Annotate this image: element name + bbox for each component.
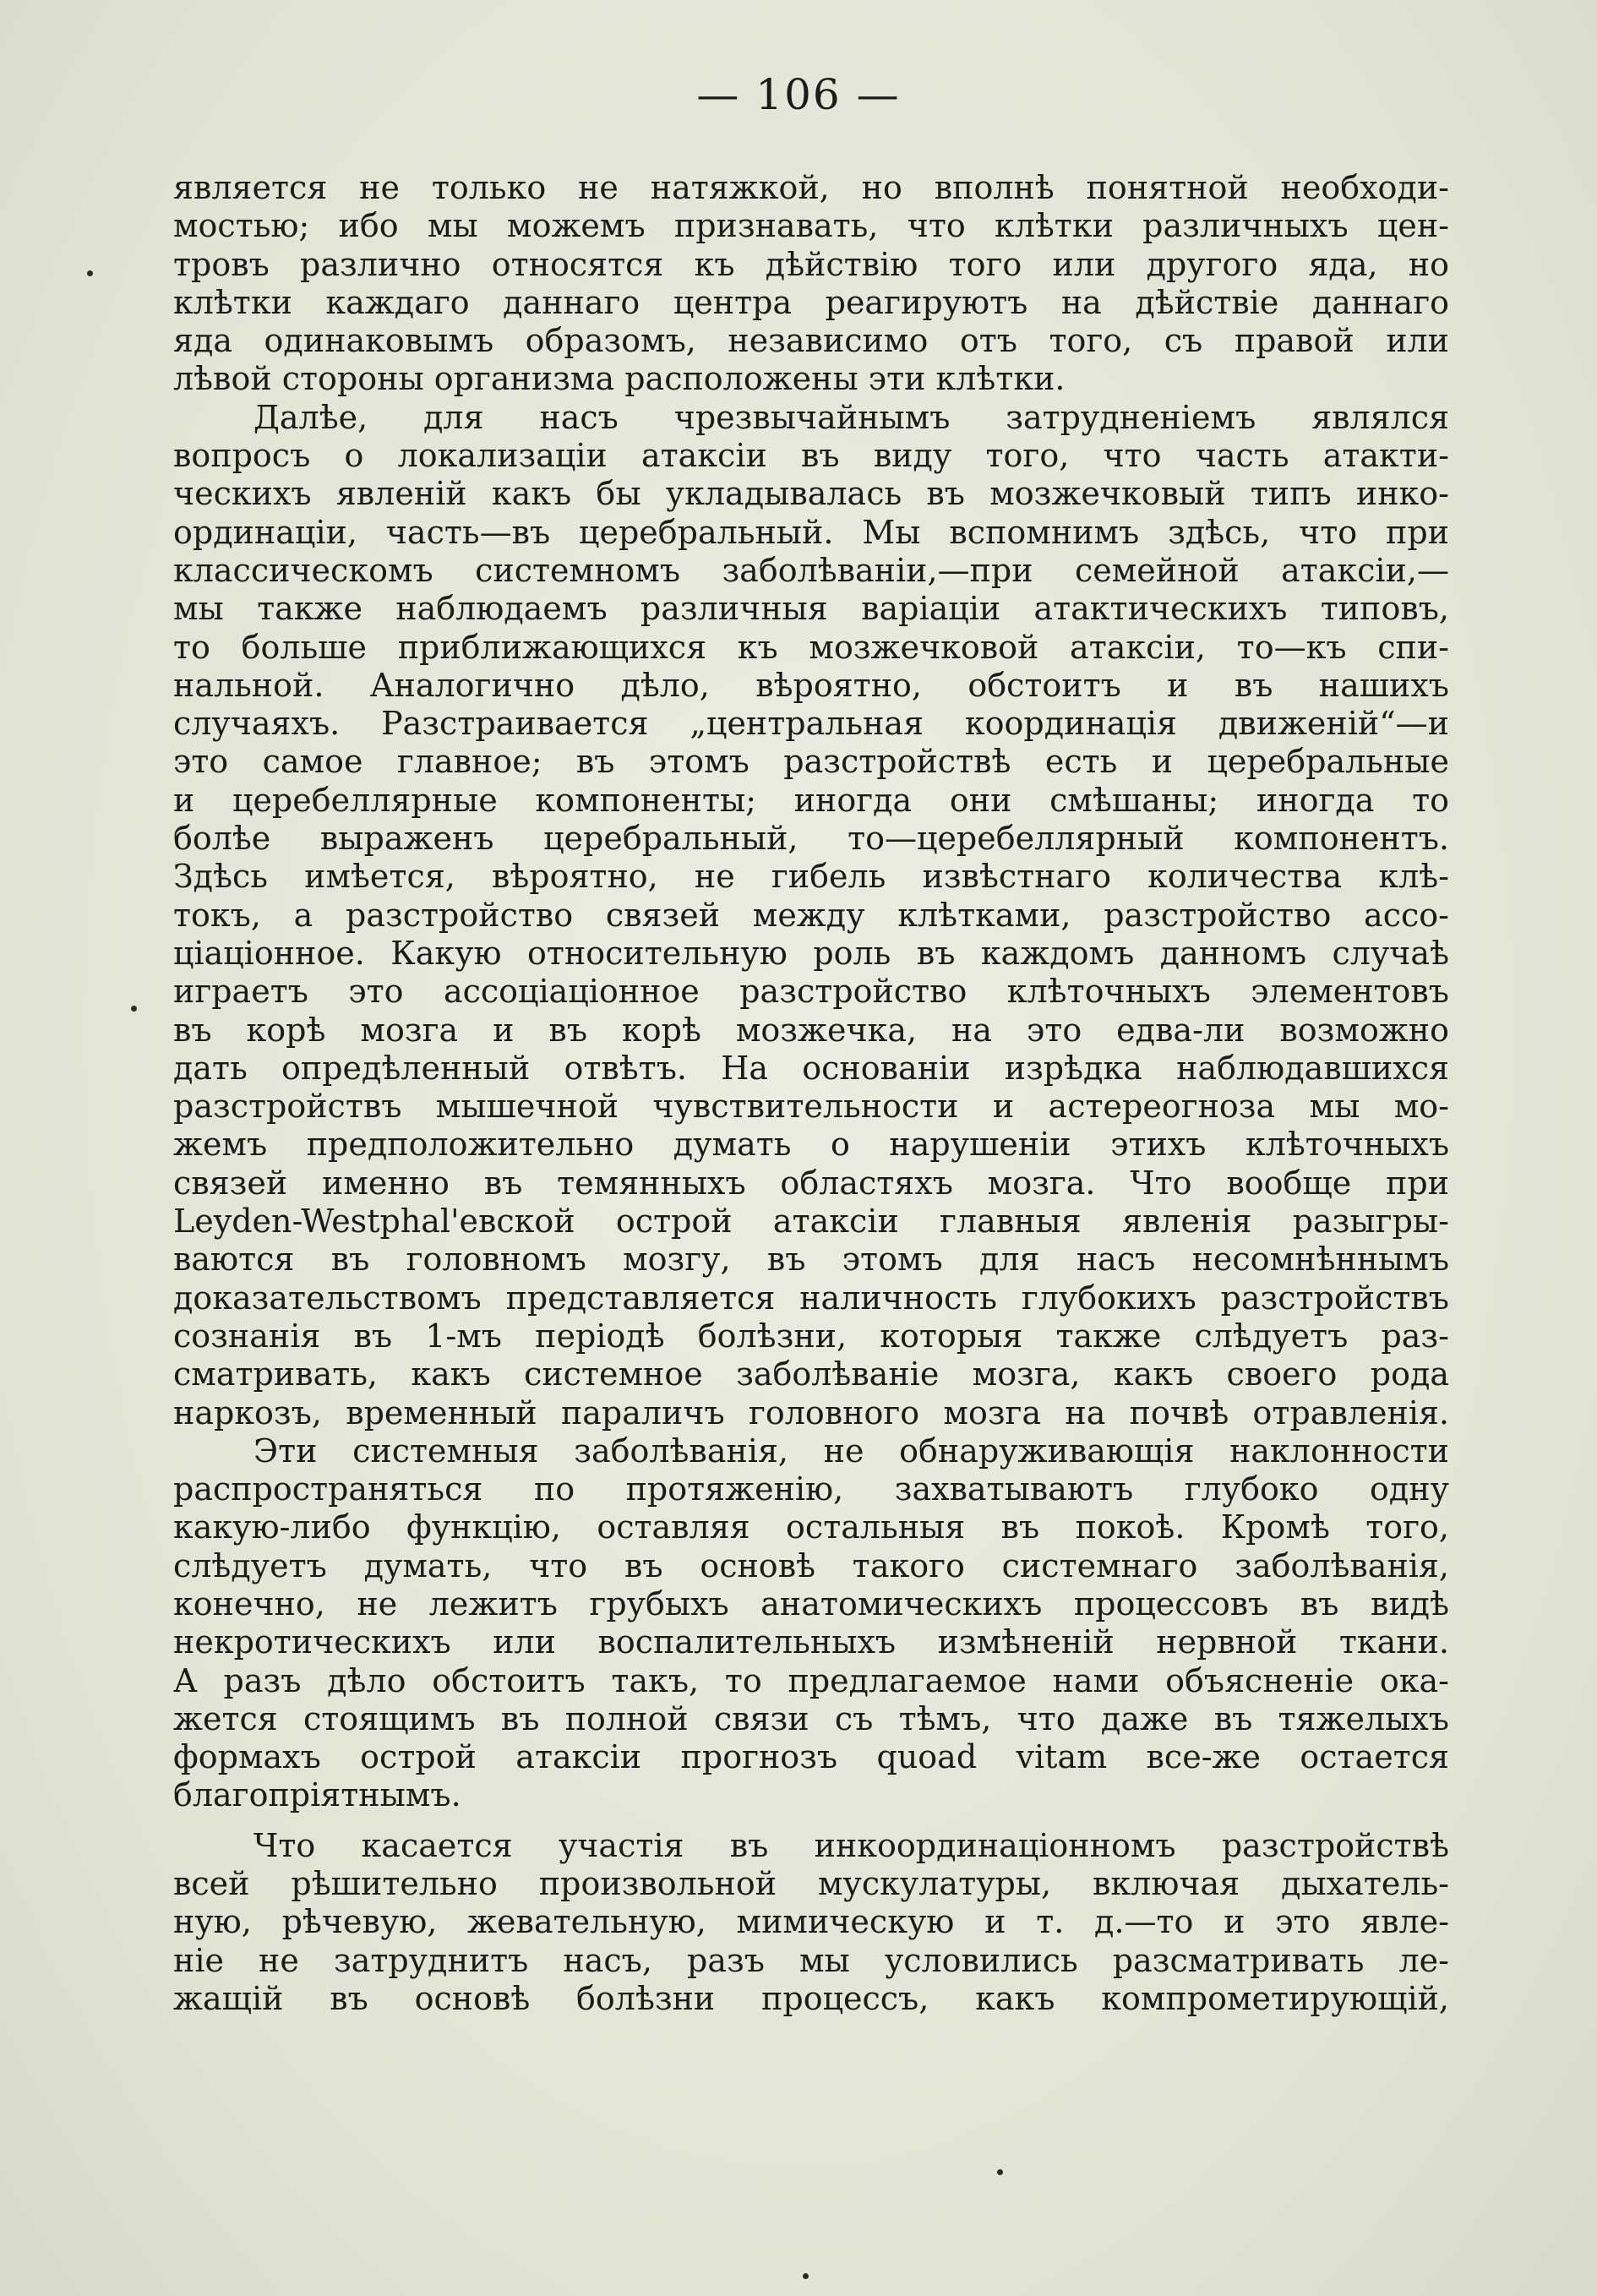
text-line: играетъ это ассоціаціонное разстройство клѣточныхъ элементовъ (173, 973, 1449, 1011)
paragraph-3 (173, 1432, 1449, 1815)
page-number: — 106 — (696, 70, 901, 119)
text-line: формахъ острой атаксіи прогнозъ quoad vitam все-же остается (173, 1738, 1449, 1776)
text-line: распространяться по протяженію, захватываютъ глубоко одну (173, 1470, 1449, 1508)
text-line: это самое главное; въ этомъ разстройствѣ есть и церебральные (173, 743, 1449, 781)
text-line: слѣдуетъ думать, что въ основѣ такого системнаго заболѣванія, (173, 1546, 1449, 1584)
text-line: токъ, а разстройство связей между клѣтками, разстройство ассо- (173, 896, 1449, 934)
text-line: въ корѣ мозга и въ корѣ мозжечка, на это едва-ли возможно (173, 1011, 1449, 1049)
text-line: Что касается участія въ инкоординаціонномъ разстройствѣ (253, 1826, 1449, 1864)
ink-speck (87, 270, 93, 276)
text-line: связей именно въ темянныхъ областяхъ мозга. Что вообще при (173, 1164, 1449, 1202)
text-line: жемъ предположительно думать о нарушеніи этихъ клѣточныхъ (173, 1126, 1449, 1164)
paragraph-4 (173, 1827, 1449, 2018)
text-line: А разъ дѣло обстоитъ такъ, то предлагаемое нами объясненіе ока- (173, 1661, 1449, 1699)
text-line: вопросъ о локализаціи атаксіи въ виду того, что часть атакти- (173, 437, 1449, 475)
ink-speck (997, 2169, 1003, 2175)
text-line: ную, рѣчевую, жевательную, мимическую и т. д.—то и это явле- (173, 1903, 1449, 1941)
text-line: жащій въ основѣ болѣзни процессъ, какъ компрометирующій, (173, 1979, 1449, 2017)
text-line: Здѣсь имѣется, вѣроятно, не гибель извѣстнаго количества клѣ- (173, 858, 1449, 896)
text-line: болѣе выраженъ церебральный, то—церебеллярный компонентъ. (173, 820, 1449, 858)
paragraph-gap (173, 1815, 1449, 1827)
text-line: наркозъ, временный параличъ головного мозга на почвѣ отравленія. (173, 1393, 1449, 1432)
text-line: какую-либо функцію, оставляя остальныя въ покоѣ. Кромѣ того, (173, 1508, 1449, 1546)
text-line: лѣвой стороны организма расположены эти клѣтки. (173, 360, 1066, 398)
text-line: тровъ различно относятся къ дѣйствію того или другого яда, но (173, 245, 1449, 283)
text-line: Leyden-Westphal'евской острой атаксіи главныя явленія разыгры- (173, 1203, 1449, 1241)
text-line: мостью; ибо мы можемъ признавать, что клѣтки различныхъ цен- (173, 207, 1449, 245)
text-line: Эти системныя заболѣванія, не обнаруживающія наклонности (253, 1432, 1449, 1470)
text-line: ваются въ головномъ мозгу, въ этомъ для насъ несомнѣннымъ (173, 1241, 1449, 1279)
text-line: случаяхъ. Разстраивается „центральная координація движеній“—и (173, 705, 1449, 743)
text-line: конечно, не лежитъ грубыхъ анатомическихъ процессовъ въ видѣ (173, 1584, 1449, 1622)
text-line: жется стоящимъ въ полной связи съ тѣмъ, что даже въ тяжелыхъ (173, 1699, 1449, 1737)
text-line: доказательствомъ представляется наличность глубокихъ разстройствъ (173, 1279, 1449, 1317)
body-text (173, 169, 1449, 2018)
ink-speck (131, 1006, 137, 1012)
ink-speck (803, 2273, 809, 2279)
text-line: благопріятнымъ. (173, 1776, 461, 1814)
text-line: мы также наблюдаемъ различныя варіаціи атактическихъ типовъ, (173, 590, 1449, 628)
text-line: клѣтки каждаго даннаго центра реагируютъ на дѣйствіе даннаго (173, 283, 1449, 321)
text-line: является не только не натяжкой, но вполнѣ понятной необходи- (173, 169, 1449, 206)
text-line: сматривать, какъ системное заболѣваніе мозга, какъ своего рода (173, 1355, 1449, 1393)
paragraph-1 (173, 169, 1449, 399)
paragraph-2 (173, 399, 1449, 1432)
text-line: разстройствъ мышечной чувствительности и астереогноза мы мо- (173, 1088, 1449, 1126)
text-line: ніе не затруднитъ насъ, разъ мы условились разсматривать ле- (173, 1941, 1449, 1979)
text-line: то больше приближающихся къ мозжечковой атаксіи, то—къ спи- (173, 628, 1449, 666)
text-line: классическомъ системномъ заболѣваніи,—при семейной атаксіи,— (173, 551, 1449, 589)
text-line: дать опредѣленный отвѣтъ. На основаніи изрѣдка наблюдавшихся (173, 1049, 1449, 1087)
text-line: и церебеллярные компоненты; иногда они смѣшаны; иногда то (173, 781, 1449, 819)
text-line: сознанія въ 1-мъ періодѣ болѣзни, которыя также слѣдуетъ раз- (173, 1317, 1449, 1355)
text-line: ординаціи, часть—въ церебральный. Мы вспомнимъ здѣсь, что при (173, 513, 1449, 551)
text-line: всей рѣшительно произвольной мускулатуры, включая дыхатель- (173, 1865, 1449, 1903)
text-line: яда одинаковымъ образомъ, независимо отъ того, съ правой или (173, 322, 1449, 360)
text-line: некротическихъ или воспалительныхъ измѣненій нервной ткани. (173, 1623, 1449, 1661)
text-line: Далѣе, для насъ чрезвычайнымъ затрудненіемъ являлся (253, 398, 1449, 436)
text-line: ческихъ явленій какъ бы укладывалась въ мозжечковый типъ инко- (173, 475, 1449, 513)
text-line: ціаціонное. Какую относительную роль въ каждомъ данномъ случаѣ (173, 934, 1449, 972)
text-line: нальной. Аналогично дѣло, вѣроятно, обстоитъ и въ нашихъ (173, 666, 1449, 704)
